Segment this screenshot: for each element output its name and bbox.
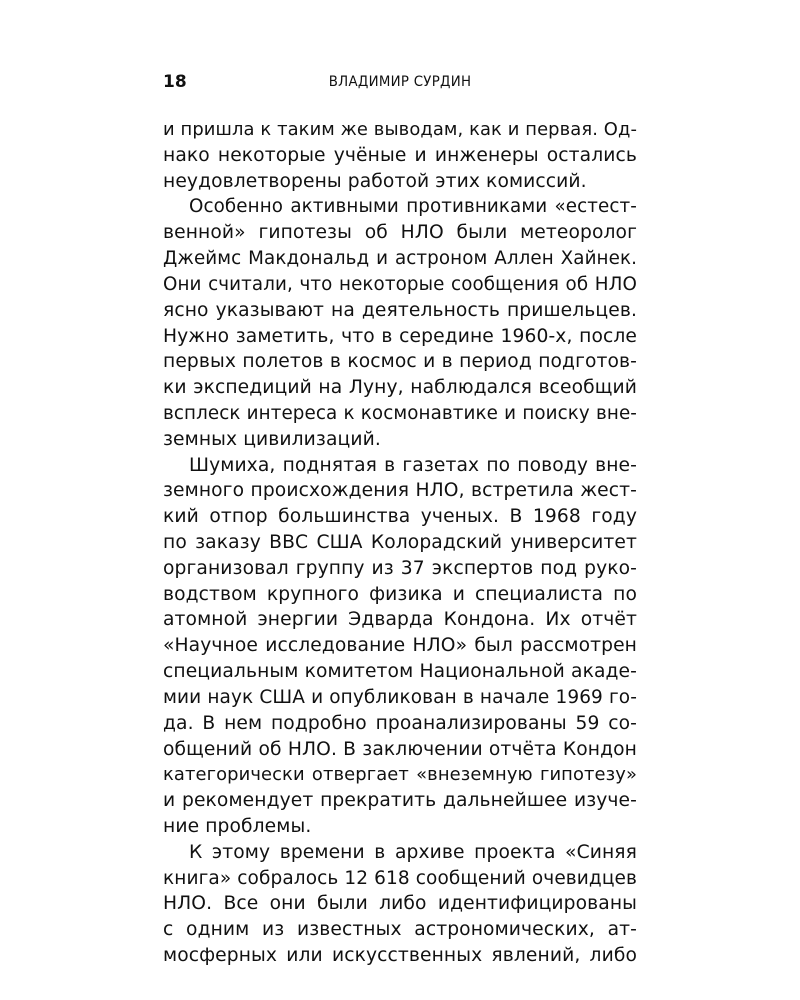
text-line: водством крупного физика и специалиста по bbox=[163, 583, 637, 605]
text-line: земных цивилизаций. bbox=[163, 428, 381, 450]
text-line: ясно указывают на деятельность пришельцев. bbox=[163, 299, 637, 321]
text-line: Нужно заметить, что в середине 1960-х, после bbox=[163, 325, 637, 347]
text-line: мии наук США и опубликован в начале 1969 го- bbox=[163, 686, 637, 708]
text-line: К этому времени в архиве проекта «Синяя bbox=[189, 841, 637, 863]
text-line: Джеймс Макдональд и астроном Аллен Хайнек. bbox=[163, 248, 637, 270]
text-line: категорически отвергает «внеземную гипотезу» bbox=[163, 764, 637, 786]
text-line: да. В нем подробно проанализированы 59 со- bbox=[163, 712, 637, 734]
text-line: по заказу ВВС США Колорадский университет bbox=[163, 532, 637, 553]
text-line: неудовлетворены работой этих комиссий. bbox=[163, 170, 587, 192]
text-line: кий отпор большинства ученых. В 1968 году bbox=[163, 506, 637, 528]
text-line: первых полетов в космос и в период подготов- bbox=[163, 351, 637, 373]
text-line: Особенно активными противниками «естест- bbox=[189, 196, 637, 218]
page-number: 18 bbox=[163, 72, 187, 92]
text-line: Они считали, что некоторые сообщения об НЛО bbox=[163, 273, 637, 295]
text-line: с одним из известных астрономических, ат- bbox=[163, 919, 637, 941]
running-title: ВЛАДИМИР СУРДИН bbox=[328, 74, 472, 90]
text-line: ки экспедиций на Луну, наблюдался всеобщий bbox=[163, 377, 637, 399]
text-line: книга» собралось 12 618 сообщений очевидцев bbox=[163, 867, 637, 889]
text-line: специальным комитетом Национальной акаде- bbox=[163, 661, 637, 683]
text-line: Шумиха, поднятая в газетах по поводу вне- bbox=[189, 454, 637, 476]
text-line: всплеск интереса к космонавтике и поиску вне- bbox=[163, 402, 637, 424]
text-line: «Научное исследование НЛО» был рассмотрен bbox=[163, 635, 637, 657]
text-line: нако некоторые учёные и инженеры остались bbox=[163, 144, 637, 166]
text-line: венной» гипотезы об НЛО были метеоролог bbox=[163, 222, 637, 244]
text-line: и рекомендует прекратить дальнейшее изуче- bbox=[163, 790, 637, 812]
text-line: земного происхождения НЛО, встретила жест- bbox=[163, 480, 637, 502]
text-line: атомной энергии Эдварда Кондона. Их отчёт bbox=[163, 609, 637, 631]
paragraph-1 bbox=[163, 117, 637, 194]
body-text bbox=[163, 117, 637, 969]
text-line: и пришла к таким же выводам, как и первая. Од- bbox=[163, 119, 637, 140]
paragraph-3 bbox=[163, 453, 637, 840]
text-line: общений об НЛО. В заключении отчёта Кондон bbox=[163, 738, 637, 760]
paragraph-2 bbox=[163, 194, 637, 452]
paragraph-4 bbox=[163, 840, 637, 969]
page-header bbox=[163, 70, 637, 94]
text-line: мосферных или искусственных явлений, либо bbox=[163, 945, 637, 966]
text-line: ние проблемы. bbox=[163, 815, 312, 837]
text-line: организовал группу из 37 экспертов под руко- bbox=[163, 557, 637, 579]
text-line: НЛО. Все они были либо идентифицированы bbox=[163, 893, 637, 915]
